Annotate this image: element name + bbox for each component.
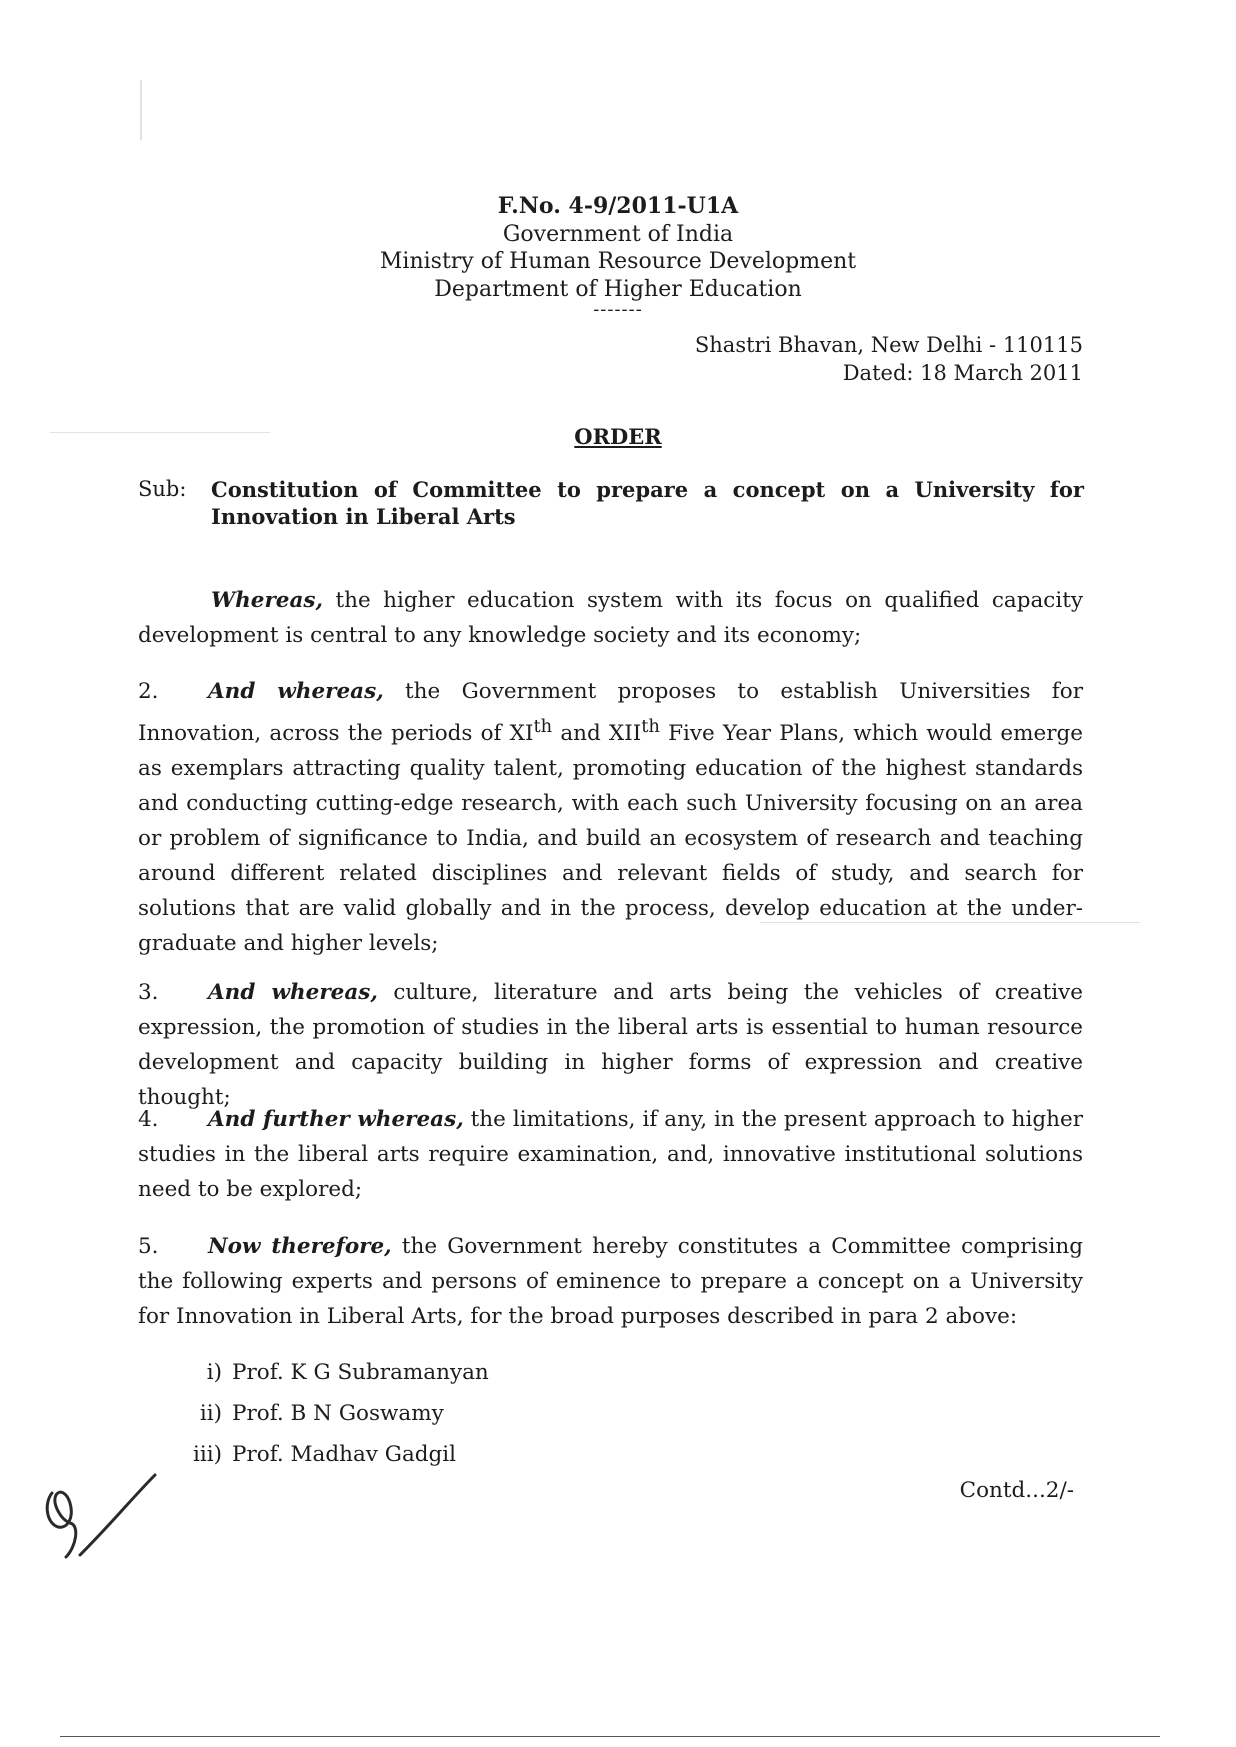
paragraph-text: culture, literature and arts being the vehicles of creative expression, the promotion of studies in the liberal arts is essential to human resource development and capacity building in higher forms of expression and creative thought; <box>138 980 1083 1110</box>
superscript: th <box>533 716 553 737</box>
file-number: F.No. 4-9/2011-U1A <box>497 193 739 219</box>
paragraph-text: and XII <box>552 721 642 747</box>
document-date: Dated: 18 March 2011 <box>842 361 1083 385</box>
paragraph-text: the Government proposes to establish Universities for Innovation, across the periods of XI <box>138 679 1083 747</box>
subject-block <box>138 476 1084 530</box>
subject-text: Constitution of Committee to prepare a concept on a University for Innovation in Liberal Arts <box>211 477 1084 529</box>
list-numeral: iii) <box>192 1442 222 1467</box>
address-location: Shastri Bhavan, New Delhi - 110115 <box>694 333 1083 357</box>
paragraph-lead: And whereas, <box>208 980 378 1005</box>
paragraph-number: 3. <box>138 980 159 1005</box>
paragraph-3 <box>138 975 1083 1115</box>
member-name: Prof. B N Goswamy <box>232 1401 444 1426</box>
paragraph-number: 2. <box>138 679 159 704</box>
paragraph-5 <box>138 1229 1083 1334</box>
list-item <box>170 1434 489 1475</box>
committee-member-list <box>170 1352 489 1475</box>
superscript: th <box>641 716 660 737</box>
subject-label: Sub: <box>138 477 187 501</box>
bottom-scan-rule <box>60 1736 1160 1737</box>
member-name: Prof. K G Subramanyan <box>232 1360 489 1385</box>
ministry-line: Ministry of Human Resource Development <box>379 249 857 274</box>
paragraph-2 <box>138 674 1083 961</box>
letterhead <box>0 193 1236 320</box>
continuation-note: Contd...2/- <box>959 1478 1074 1503</box>
list-item <box>170 1393 489 1434</box>
list-item <box>170 1352 489 1393</box>
paragraph-text: Five Year Plans, which would emerge as exemplars attracting quality talent, promoting education of the highest standards and conducting cutting-edge research, with each such University focusing on an area or problem of significance to India, and build an ecosystem of research and teaching around different related disciplines and relevant fields of study, and search for solutions that are valid globally and in the process, develop education at the under-graduate and higher levels; <box>138 721 1083 957</box>
paragraph-text: the limitations, if any, in the present approach to higher studies in the liberal arts require examination, and, innovative institutional solutions need to be explored; <box>138 1107 1083 1202</box>
address-block <box>695 331 1083 387</box>
paragraph-text: the higher education system with its focus on qualified capacity development is central to any knowledge society and its economy; <box>138 588 1083 648</box>
paragraph-number: 5. <box>138 1234 159 1259</box>
list-numeral: i) <box>206 1360 222 1385</box>
scan-artifact <box>140 80 142 140</box>
paragraph-number: 4. <box>138 1107 159 1132</box>
order-title: ORDER <box>574 424 662 449</box>
member-name: Prof. Madhav Gadgil <box>232 1442 457 1467</box>
paragraph-lead: And further whereas, <box>208 1107 464 1132</box>
paragraph-lead: Whereas, <box>211 588 323 613</box>
list-numeral: ii) <box>199 1401 222 1426</box>
paragraph-1 <box>138 583 1083 653</box>
paragraph-text: the Government hereby constitutes a Committee comprising the following experts and persons of eminence to prepare a concept on a University for Innovation in Liberal Arts, for the broad purposes described in para 2 above: <box>138 1234 1083 1329</box>
paragraph-lead: Now therefore, <box>208 1234 392 1259</box>
header-separator: ------- <box>593 299 643 320</box>
department-line: Department of Higher Education <box>434 276 802 302</box>
government-line: Government of India <box>502 221 734 247</box>
paragraph-lead: And whereas, <box>208 679 384 704</box>
paragraph-4 <box>138 1102 1083 1207</box>
handwritten-signature <box>30 1465 170 1565</box>
